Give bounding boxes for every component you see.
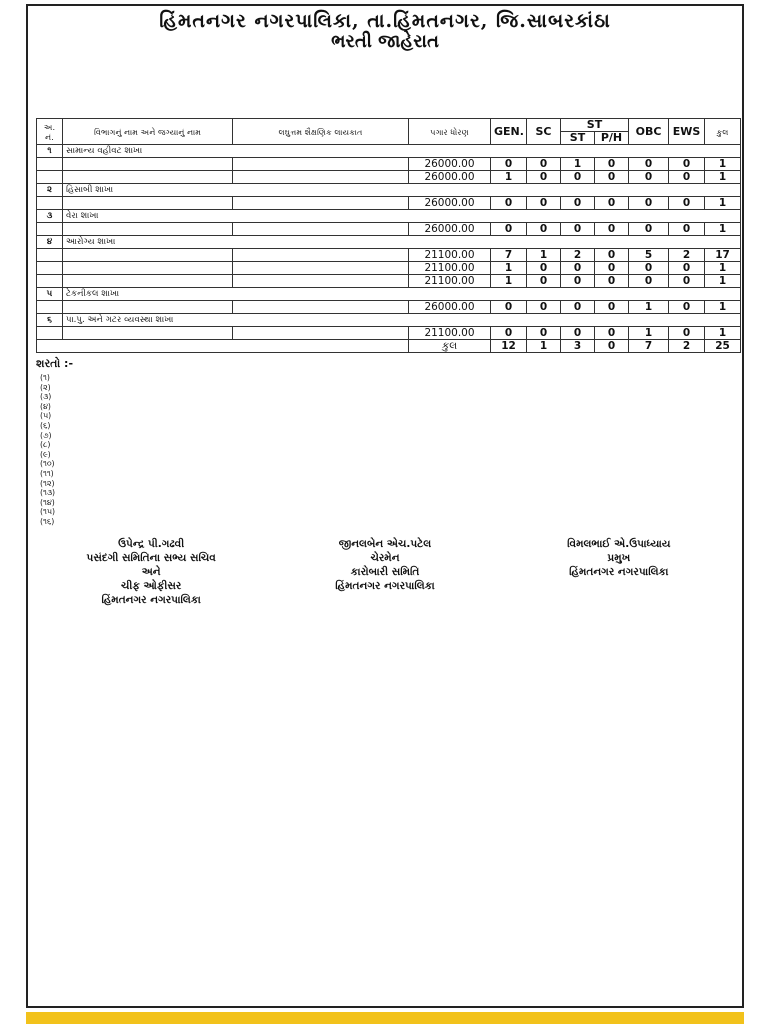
cell-st: 0	[561, 171, 595, 184]
cell-ews: 0	[669, 301, 705, 314]
cell-post-name	[63, 249, 233, 262]
term-text	[72, 479, 734, 489]
section-row	[37, 314, 741, 327]
cell-qualification	[233, 223, 409, 236]
cell-ews: 2	[669, 249, 705, 262]
table-row	[37, 171, 741, 184]
section-number: ૨	[37, 184, 63, 197]
cell-sc: 0	[527, 197, 561, 210]
cell-ews: 0	[669, 158, 705, 171]
terms-heading: શરતો :-	[36, 357, 74, 370]
cell-gen: 0	[491, 197, 527, 210]
cell-qualification	[233, 327, 409, 340]
total-sc: 1	[527, 340, 561, 353]
col-ews: EWS	[669, 119, 705, 145]
posts-table	[36, 118, 741, 353]
total-obc: 7	[629, 340, 669, 353]
cell-post-name	[63, 262, 233, 275]
term-number: (૧)	[40, 373, 50, 382]
signatory-line4: ચીફ ઓફીસર	[120, 579, 182, 592]
cell-serial	[37, 197, 63, 210]
cell-serial	[37, 301, 63, 314]
signatory-line5: હિંમતનગર નગરપાલિકા	[101, 593, 201, 606]
cell-obc: 0	[629, 223, 669, 236]
cell-gen: 0	[491, 327, 527, 340]
terms-list	[36, 373, 734, 527]
signatory-line2: ચેરમેન	[370, 551, 400, 564]
cell-post-name	[63, 171, 233, 184]
term-item	[36, 450, 734, 460]
notice-page	[26, 4, 744, 1008]
term-item	[36, 498, 734, 508]
total-ph: 0	[595, 340, 629, 353]
table-row	[37, 275, 741, 288]
col-obc: OBC	[629, 119, 669, 145]
col-serial: અ. નં.	[37, 119, 63, 145]
col-st: ST	[561, 132, 595, 145]
col-qualification: લઘુત્તમ શૈક્ષણિક લાયકાત	[233, 119, 409, 145]
signatory-line2: પસંદગી સમિતિના સભ્ય સચિવ	[86, 551, 216, 564]
cell-pay-scale: 26000.00	[409, 301, 491, 314]
term-text	[72, 373, 734, 383]
cell-sc: 0	[527, 223, 561, 236]
cell-sc: 0	[527, 327, 561, 340]
cell-sc: 0	[527, 275, 561, 288]
section-name: આરોગ્ય શાખા	[63, 236, 741, 249]
term-number: (૬)	[40, 420, 51, 430]
cell-post-name	[63, 327, 233, 340]
cell-post-name	[63, 275, 233, 288]
term-text	[72, 383, 734, 393]
section-name: સામાન્ય વહીવટ શાખા	[63, 145, 741, 158]
cell-pay-scale: 26000.00	[409, 158, 491, 171]
cell-serial	[37, 262, 63, 275]
term-item	[36, 469, 734, 479]
term-number: (૧૧)	[40, 468, 54, 478]
signatory-line3: કારોબારી સમિતિ	[350, 565, 420, 578]
cell-obc: 0	[629, 171, 669, 184]
term-text	[72, 411, 734, 421]
cell-pay-scale: 26000.00	[409, 171, 491, 184]
term-item	[36, 392, 734, 402]
section-number: ૫	[37, 288, 63, 301]
cell-st: 2	[561, 249, 595, 262]
term-number: (૫)	[40, 411, 52, 421]
cell-gen: 1	[491, 275, 527, 288]
section-number: ૬	[37, 314, 63, 327]
table-row	[37, 262, 741, 275]
term-text	[72, 517, 734, 527]
term-item	[36, 479, 734, 489]
term-text	[72, 488, 734, 498]
cell-qualification	[233, 301, 409, 314]
cell-ews: 0	[669, 275, 705, 288]
cell-st: 0	[561, 327, 595, 340]
cell-st: 0	[561, 301, 595, 314]
term-number: (૩)	[40, 392, 52, 402]
signatory	[504, 537, 734, 607]
cell-serial	[37, 327, 63, 340]
section-row	[37, 184, 741, 197]
col-sc: SC	[527, 119, 561, 145]
table-row	[37, 158, 741, 171]
cell-post-name	[63, 223, 233, 236]
cell-pay-scale: 21100.00	[409, 249, 491, 262]
table-row	[37, 249, 741, 262]
section-name: વેરા શાખા	[63, 210, 741, 223]
col-post-name: વિભાગનું નામ અને જગ્યાનું નામ	[63, 119, 233, 145]
cell-sc: 0	[527, 158, 561, 171]
cell-sc: 0	[527, 171, 561, 184]
cell-ph: 0	[595, 223, 629, 236]
term-number: (૧૨)	[40, 478, 55, 488]
cell-obc: 0	[629, 275, 669, 288]
cell-qualification	[233, 171, 409, 184]
cell-gen: 1	[491, 262, 527, 275]
cell-qualification	[233, 275, 409, 288]
table-row	[37, 197, 741, 210]
term-item	[36, 507, 734, 517]
total-spacer	[37, 340, 409, 353]
term-number: (૮)	[40, 440, 51, 450]
intro-paragraph	[38, 55, 732, 115]
cell-total: 1	[705, 171, 741, 184]
term-number: (૪)	[40, 401, 51, 411]
cell-ews: 0	[669, 327, 705, 340]
signatory-name: વિમલભાઈ એ.ઉપાધ્યાય	[567, 537, 671, 550]
cell-total: 1	[705, 223, 741, 236]
cell-post-name	[63, 301, 233, 314]
total-row	[37, 340, 741, 353]
footer-bar	[26, 1012, 744, 1024]
table-row	[37, 301, 741, 314]
cell-total: 17	[705, 249, 741, 262]
cell-serial	[37, 249, 63, 262]
signatory-line4: હિંમતનગર નગરપાલિકા	[335, 579, 435, 592]
section-row	[37, 288, 741, 301]
cell-gen: 0	[491, 158, 527, 171]
table-row	[37, 223, 741, 236]
cell-st: 0	[561, 262, 595, 275]
cell-post-name	[63, 158, 233, 171]
signatory	[270, 537, 500, 607]
section-number: ૧	[37, 145, 63, 158]
cell-ews: 0	[669, 171, 705, 184]
term-item	[36, 402, 734, 412]
cell-total: 1	[705, 262, 741, 275]
cell-gen: 0	[491, 223, 527, 236]
section-name: ટેકનીકલ શાખા	[63, 288, 741, 301]
term-text	[72, 392, 734, 402]
col-gen: GEN.	[491, 119, 527, 145]
notice-title: હિંમતનગર નગરપાલિકા, તા.હિંમતનગર, જિ.સાબરકાંઠા	[159, 10, 611, 32]
term-number: (૧૬)	[40, 516, 55, 526]
cell-obc: 1	[629, 327, 669, 340]
term-text	[72, 459, 734, 469]
cell-serial	[37, 275, 63, 288]
cell-obc: 0	[629, 197, 669, 210]
section-number: ૪	[37, 236, 63, 249]
term-text	[72, 402, 734, 412]
term-item	[36, 459, 734, 469]
cell-obc: 0	[629, 262, 669, 275]
term-item	[36, 373, 734, 383]
cell-pay-scale: 21100.00	[409, 275, 491, 288]
col-ph: P/H	[595, 132, 629, 145]
section-name: પા.પુ. અને ગટર વ્યવસ્થા શાખા	[63, 314, 741, 327]
signature-block	[36, 537, 734, 607]
term-number: (૧૩)	[40, 488, 56, 498]
total-st: 3	[561, 340, 595, 353]
cell-st: 0	[561, 223, 595, 236]
col-pay-scale: પગાર ધોરણ	[409, 119, 491, 145]
cell-post-name	[63, 197, 233, 210]
cell-total: 1	[705, 327, 741, 340]
section-row	[37, 236, 741, 249]
section-number: ૩	[37, 210, 63, 223]
cell-pay-scale: 21100.00	[409, 327, 491, 340]
cell-qualification	[233, 158, 409, 171]
cell-obc: 1	[629, 301, 669, 314]
col-st-group: ST	[561, 119, 629, 132]
term-item	[36, 383, 734, 393]
cell-total: 1	[705, 197, 741, 210]
term-text	[72, 440, 734, 450]
cell-total: 1	[705, 158, 741, 171]
table-body	[37, 145, 741, 353]
term-item	[36, 421, 734, 431]
cell-ph: 0	[595, 197, 629, 210]
cell-serial	[37, 171, 63, 184]
cell-sc: 0	[527, 301, 561, 314]
cell-pay-scale: 26000.00	[409, 197, 491, 210]
term-item	[36, 517, 734, 527]
term-item	[36, 411, 734, 421]
term-text	[72, 431, 734, 441]
cell-serial	[37, 223, 63, 236]
term-number: (૧૫)	[40, 507, 56, 517]
cell-ph: 0	[595, 262, 629, 275]
term-text	[72, 469, 734, 479]
cell-ph: 0	[595, 301, 629, 314]
cell-sc: 0	[527, 262, 561, 275]
total-gen: 12	[491, 340, 527, 353]
term-number: (૧૦)	[40, 459, 55, 469]
cell-ews: 0	[669, 223, 705, 236]
total-label: કુલ	[409, 340, 491, 353]
section-name: હિસાબી શાખા	[63, 184, 741, 197]
col-total: કુલ	[705, 119, 741, 145]
cell-ph: 0	[595, 171, 629, 184]
cell-pay-scale: 21100.00	[409, 262, 491, 275]
cell-gen: 7	[491, 249, 527, 262]
term-text	[72, 450, 734, 460]
cell-ph: 0	[595, 249, 629, 262]
cell-total: 1	[705, 301, 741, 314]
signatory-line3: અને	[141, 565, 161, 578]
cell-sc: 1	[527, 249, 561, 262]
cell-ph: 0	[595, 275, 629, 288]
term-text	[72, 421, 734, 431]
total-ews: 2	[669, 340, 705, 353]
cell-gen: 0	[491, 301, 527, 314]
term-text	[72, 507, 734, 517]
term-number: (૨)	[40, 382, 51, 392]
cell-st: 0	[561, 197, 595, 210]
cell-serial	[37, 158, 63, 171]
term-number: (૭)	[40, 430, 52, 440]
cell-obc: 0	[629, 158, 669, 171]
term-item	[36, 488, 734, 498]
term-item	[36, 431, 734, 441]
cell-gen: 1	[491, 171, 527, 184]
signatory-line2: પ્રમુખ	[607, 551, 631, 564]
term-number: (૧૪)	[40, 497, 55, 507]
cell-ews: 0	[669, 262, 705, 275]
section-row	[37, 145, 741, 158]
total-all: 25	[705, 340, 741, 353]
table-row	[37, 327, 741, 340]
cell-st: 1	[561, 158, 595, 171]
term-number: (૯)	[40, 449, 51, 459]
table-header-row	[37, 119, 741, 132]
cell-st: 0	[561, 275, 595, 288]
notice-subtitle: ભરતી જાહેરાત	[331, 31, 439, 52]
cell-qualification	[233, 249, 409, 262]
signatory-line3: હિંમતનગર નગરપાલિકા	[569, 565, 669, 578]
cell-ph: 0	[595, 327, 629, 340]
cell-obc: 5	[629, 249, 669, 262]
term-text	[72, 498, 734, 508]
section-row	[37, 210, 741, 223]
cell-total: 1	[705, 275, 741, 288]
cell-ews: 0	[669, 197, 705, 210]
term-item	[36, 440, 734, 450]
signatory-name: ઉપેન્દ્ર પી.ગઢવી	[118, 537, 185, 550]
cell-qualification	[233, 197, 409, 210]
signatory	[36, 537, 266, 607]
cell-pay-scale: 26000.00	[409, 223, 491, 236]
cell-ph: 0	[595, 158, 629, 171]
signatory-name: જીનલબેન એચ.પટેલ	[338, 537, 432, 550]
cell-qualification	[233, 262, 409, 275]
